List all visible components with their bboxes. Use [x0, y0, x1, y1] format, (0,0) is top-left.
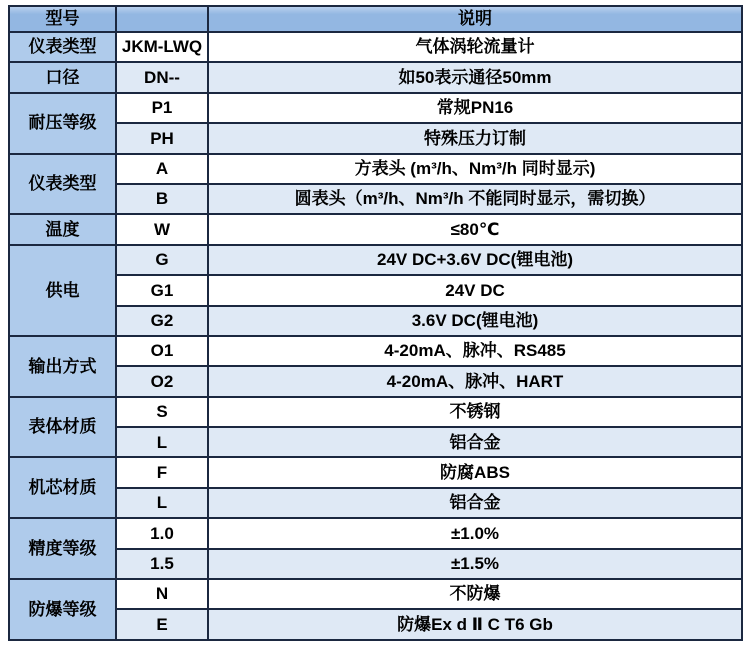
table-body	[9, 32, 742, 640]
description-cell: 方表头 (m³/h、Nm³/h 同时显示)	[208, 154, 742, 184]
code-cell: 1.5	[116, 549, 208, 579]
parameter-cell: 供电	[9, 245, 116, 336]
description-cell: 4-20mA、脉冲、RS485	[208, 336, 742, 366]
header-description-cell: 说明	[208, 6, 742, 32]
description-cell: 防腐ABS	[208, 457, 742, 487]
code-cell: L	[116, 427, 208, 457]
description-cell: ±1.5%	[208, 549, 742, 579]
description-cell: 气体涡轮流量计	[208, 32, 742, 62]
description-cell: 4-20mA、脉冲、HART	[208, 366, 742, 396]
table-header	[9, 6, 742, 32]
header-code-cell	[116, 6, 208, 32]
code-cell: G1	[116, 275, 208, 305]
code-cell: PH	[116, 123, 208, 153]
description-cell: 3.6V DC(锂电池)	[208, 306, 742, 336]
parameter-cell: 温度	[9, 214, 116, 244]
table-row	[9, 32, 742, 62]
description-cell: 铝合金	[208, 488, 742, 518]
parameter-cell: 精度等级	[9, 518, 116, 579]
table-row	[9, 93, 742, 123]
table-row	[9, 397, 742, 427]
code-cell: F	[116, 457, 208, 487]
table-row	[9, 518, 742, 548]
description-cell: ≤80℃	[208, 214, 742, 244]
table-row	[9, 366, 742, 396]
code-cell: JKM-LWQ	[116, 32, 208, 62]
table-row	[9, 488, 742, 518]
description-cell: 防爆Ex d Ⅱ C T6 Gb	[208, 609, 742, 640]
description-cell: 不防爆	[208, 579, 742, 609]
description-cell: 铝合金	[208, 427, 742, 457]
code-cell: O2	[116, 366, 208, 396]
code-cell: G2	[116, 306, 208, 336]
parameter-cell: 仪表类型	[9, 154, 116, 215]
header-row	[9, 6, 742, 32]
description-cell: 圆表头（m³/h、Nm³/h 不能同时显示，需切换）	[208, 184, 742, 214]
code-cell: P1	[116, 93, 208, 123]
description-cell: 如50表示通径50mm	[208, 62, 742, 92]
parameter-cell: 表体材质	[9, 397, 116, 458]
table-row	[9, 457, 742, 487]
model-selection-table	[8, 5, 743, 641]
table-row	[9, 336, 742, 366]
description-cell: ±1.0%	[208, 518, 742, 548]
code-cell: W	[116, 214, 208, 244]
table-row	[9, 184, 742, 214]
code-cell: G	[116, 245, 208, 275]
table-row	[9, 245, 742, 275]
table-row	[9, 275, 742, 305]
parameter-cell: 防爆等级	[9, 579, 116, 640]
header-model-cell: 型号	[9, 6, 116, 32]
code-cell: L	[116, 488, 208, 518]
table-row	[9, 549, 742, 579]
code-cell: A	[116, 154, 208, 184]
table-row	[9, 214, 742, 244]
code-cell: S	[116, 397, 208, 427]
table-row	[9, 306, 742, 336]
description-cell: 特殊压力订制	[208, 123, 742, 153]
parameter-cell: 耐压等级	[9, 93, 116, 154]
table-row	[9, 427, 742, 457]
table-row	[9, 609, 742, 640]
parameter-cell: 输出方式	[9, 336, 116, 397]
parameter-cell: 口径	[9, 62, 116, 92]
parameter-cell: 机芯材质	[9, 457, 116, 518]
table-row	[9, 154, 742, 184]
code-cell: 1.0	[116, 518, 208, 548]
code-cell: O1	[116, 336, 208, 366]
parameter-cell: 仪表类型	[9, 32, 116, 62]
code-cell: DN--	[116, 62, 208, 92]
description-cell: 常规PN16	[208, 93, 742, 123]
description-cell: 24V DC	[208, 275, 742, 305]
code-cell: N	[116, 579, 208, 609]
table-row	[9, 62, 742, 92]
description-cell: 不锈钢	[208, 397, 742, 427]
code-cell: B	[116, 184, 208, 214]
description-cell: 24V DC+3.6V DC(锂电池)	[208, 245, 742, 275]
table-row	[9, 123, 742, 153]
code-cell: E	[116, 609, 208, 640]
table-row	[9, 579, 742, 609]
